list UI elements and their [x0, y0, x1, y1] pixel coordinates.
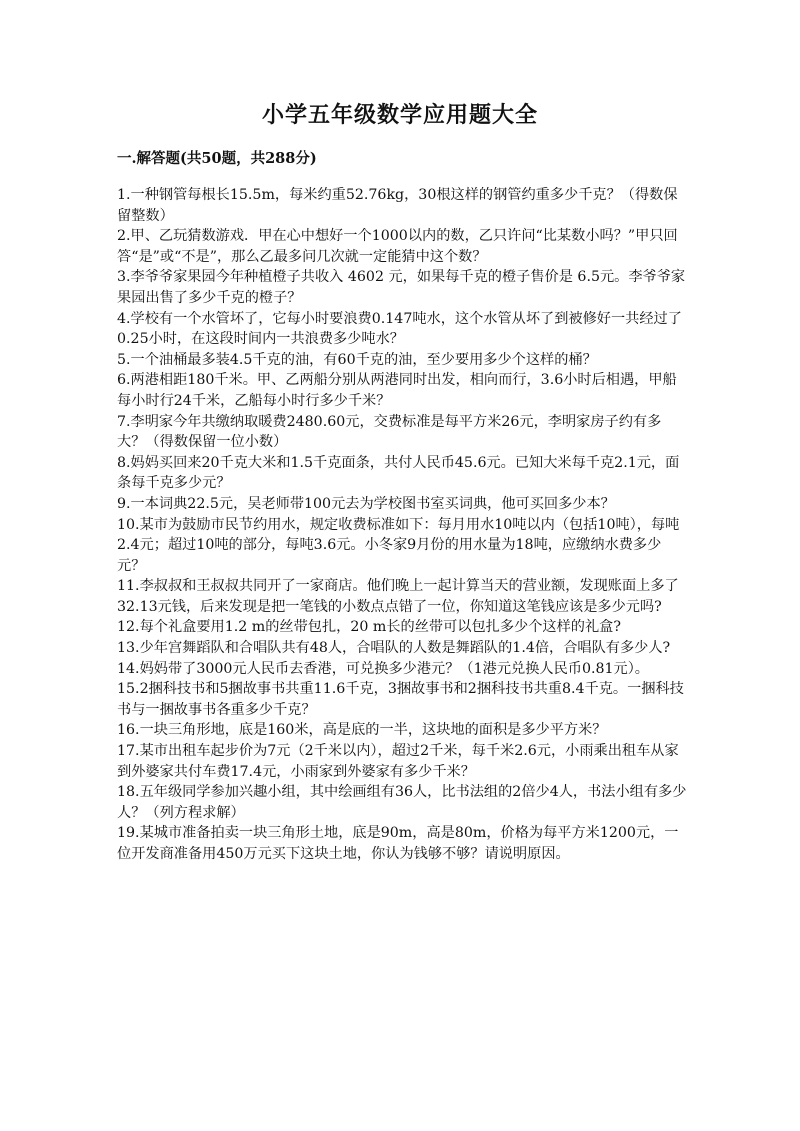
question-item: 8.妈妈买回来20千克大米和1.5千克面条，共付人民币45.6元。已知大米每千克2.1元，面条每千克多少元？: [117, 454, 680, 492]
question-item: 10.某市为鼓励市民节约用水，规定收费标准如下：每月用水10吨以内（包括10吨），每吨2.4元；超过10吨的部分，每吨3.6元。小冬家9月份的用水量为18吨，应缴纳水费多少元？: [117, 516, 680, 574]
question-item: 18.五年级同学参加兴趣小组，其中绘画组有36人，比书法组的2倍少4人，书法小组有多少人？（列方程求解）: [117, 784, 687, 821]
question-item: 6.两港相距180千米。甲、乙两船分别从两港同时出发，相向而行，3.6小时后相遇，甲船每小时行24千米，乙船每小时行多少千米？: [117, 372, 677, 409]
question-item: 7.李明家今年共缴纳取暖费2480.60元，交费标准是每平方米26元，李明家房子约有多大？（得数保留一位小数）: [117, 413, 662, 451]
question-item: 14.妈妈带了3000元人民币去香港，可兑换多少港元？（1港元兑换人民币0.81元）。: [117, 660, 649, 677]
question-item: 16.一块三角形地，底是160米，高是底的一半，这块地的面积是多少平方米？: [117, 722, 607, 739]
question-list: [117, 185, 687, 865]
question-item: 1.一种钢管每根长15.5m，每米约重52.76kg，30根这样的钢管约重多少千克？（得数保留整数）: [117, 187, 678, 224]
section-heading: 一.解答题(共50题，共288分): [117, 150, 317, 167]
question-item: 3.李爷爷家果园今年种植橙子共收入 4602 元，如果每千克的橙子售价是 6.5元。李爷爷家果园出售了多少千克的橙子？: [117, 269, 686, 306]
question-item: 13.少年宫舞蹈队和合唱队共有48人，合唱队的人数是舞蹈队的1.4倍，合唱队有多少人?: [117, 640, 671, 657]
page-title: 小学五年级数学应用题大全: [261, 102, 538, 128]
question-item: 5.一个油桶最多装4.5千克的油，有60千克的油，至少要用多少个这样的桶？: [117, 351, 597, 368]
question-item: 17.某市出租车起步价为7元（2千米以内），超过2千米，每千米2.6元，小雨乘出租车从家到外婆家共付车费17.4元，小雨家到外婆家有多少千米？: [117, 743, 679, 780]
question-item: 11.李叔叔和王叔叔共同开了一家商店。他们晚上一起计算当天的营业额，发现账面上多了32.13元钱，后来发现是把一笔钱的小数点点错了一位，你知道这笔钱应该是多少元吗?: [117, 578, 679, 615]
question-item: 4.学校有一个水管坏了，它每小时要浪费0.147吨水，这个水管从坏了到被修好一共经过了0.25小时，在这段时间内一共浪费多少吨水？: [117, 310, 682, 348]
question-item: 12.每个礼盒要用1.2 m的丝带包扎，20 m长的丝带可以包扎多少个这样的礼盒?: [117, 619, 621, 636]
question-item: 15.2捆科技书和5捆故事书共重11.6千克，3捆故事书和2捆科技书共重8.4千克。一捆科技书与一捆故事书各重多少千克？: [117, 681, 684, 718]
question-item: 19.某城市准备拍卖一块三角形土地，底是90m，高是80m，价格为每平方米1200元，一位开发商准备用450万元买下这块土地，你认为钱够不够？请说明原因。: [117, 825, 679, 862]
question-item: 9.一本词典22.5元，吴老师带100元去为学校图书室买词典，他可买回多少本？: [117, 495, 615, 512]
question-item: 2.甲、乙玩猜数游戏．甲在心中想好一个1000以内的数，乙只许问“比某数小吗？”甲只回答“是”或“不是”，那么乙最多问几次就一定能猜中这个数？: [117, 228, 678, 265]
